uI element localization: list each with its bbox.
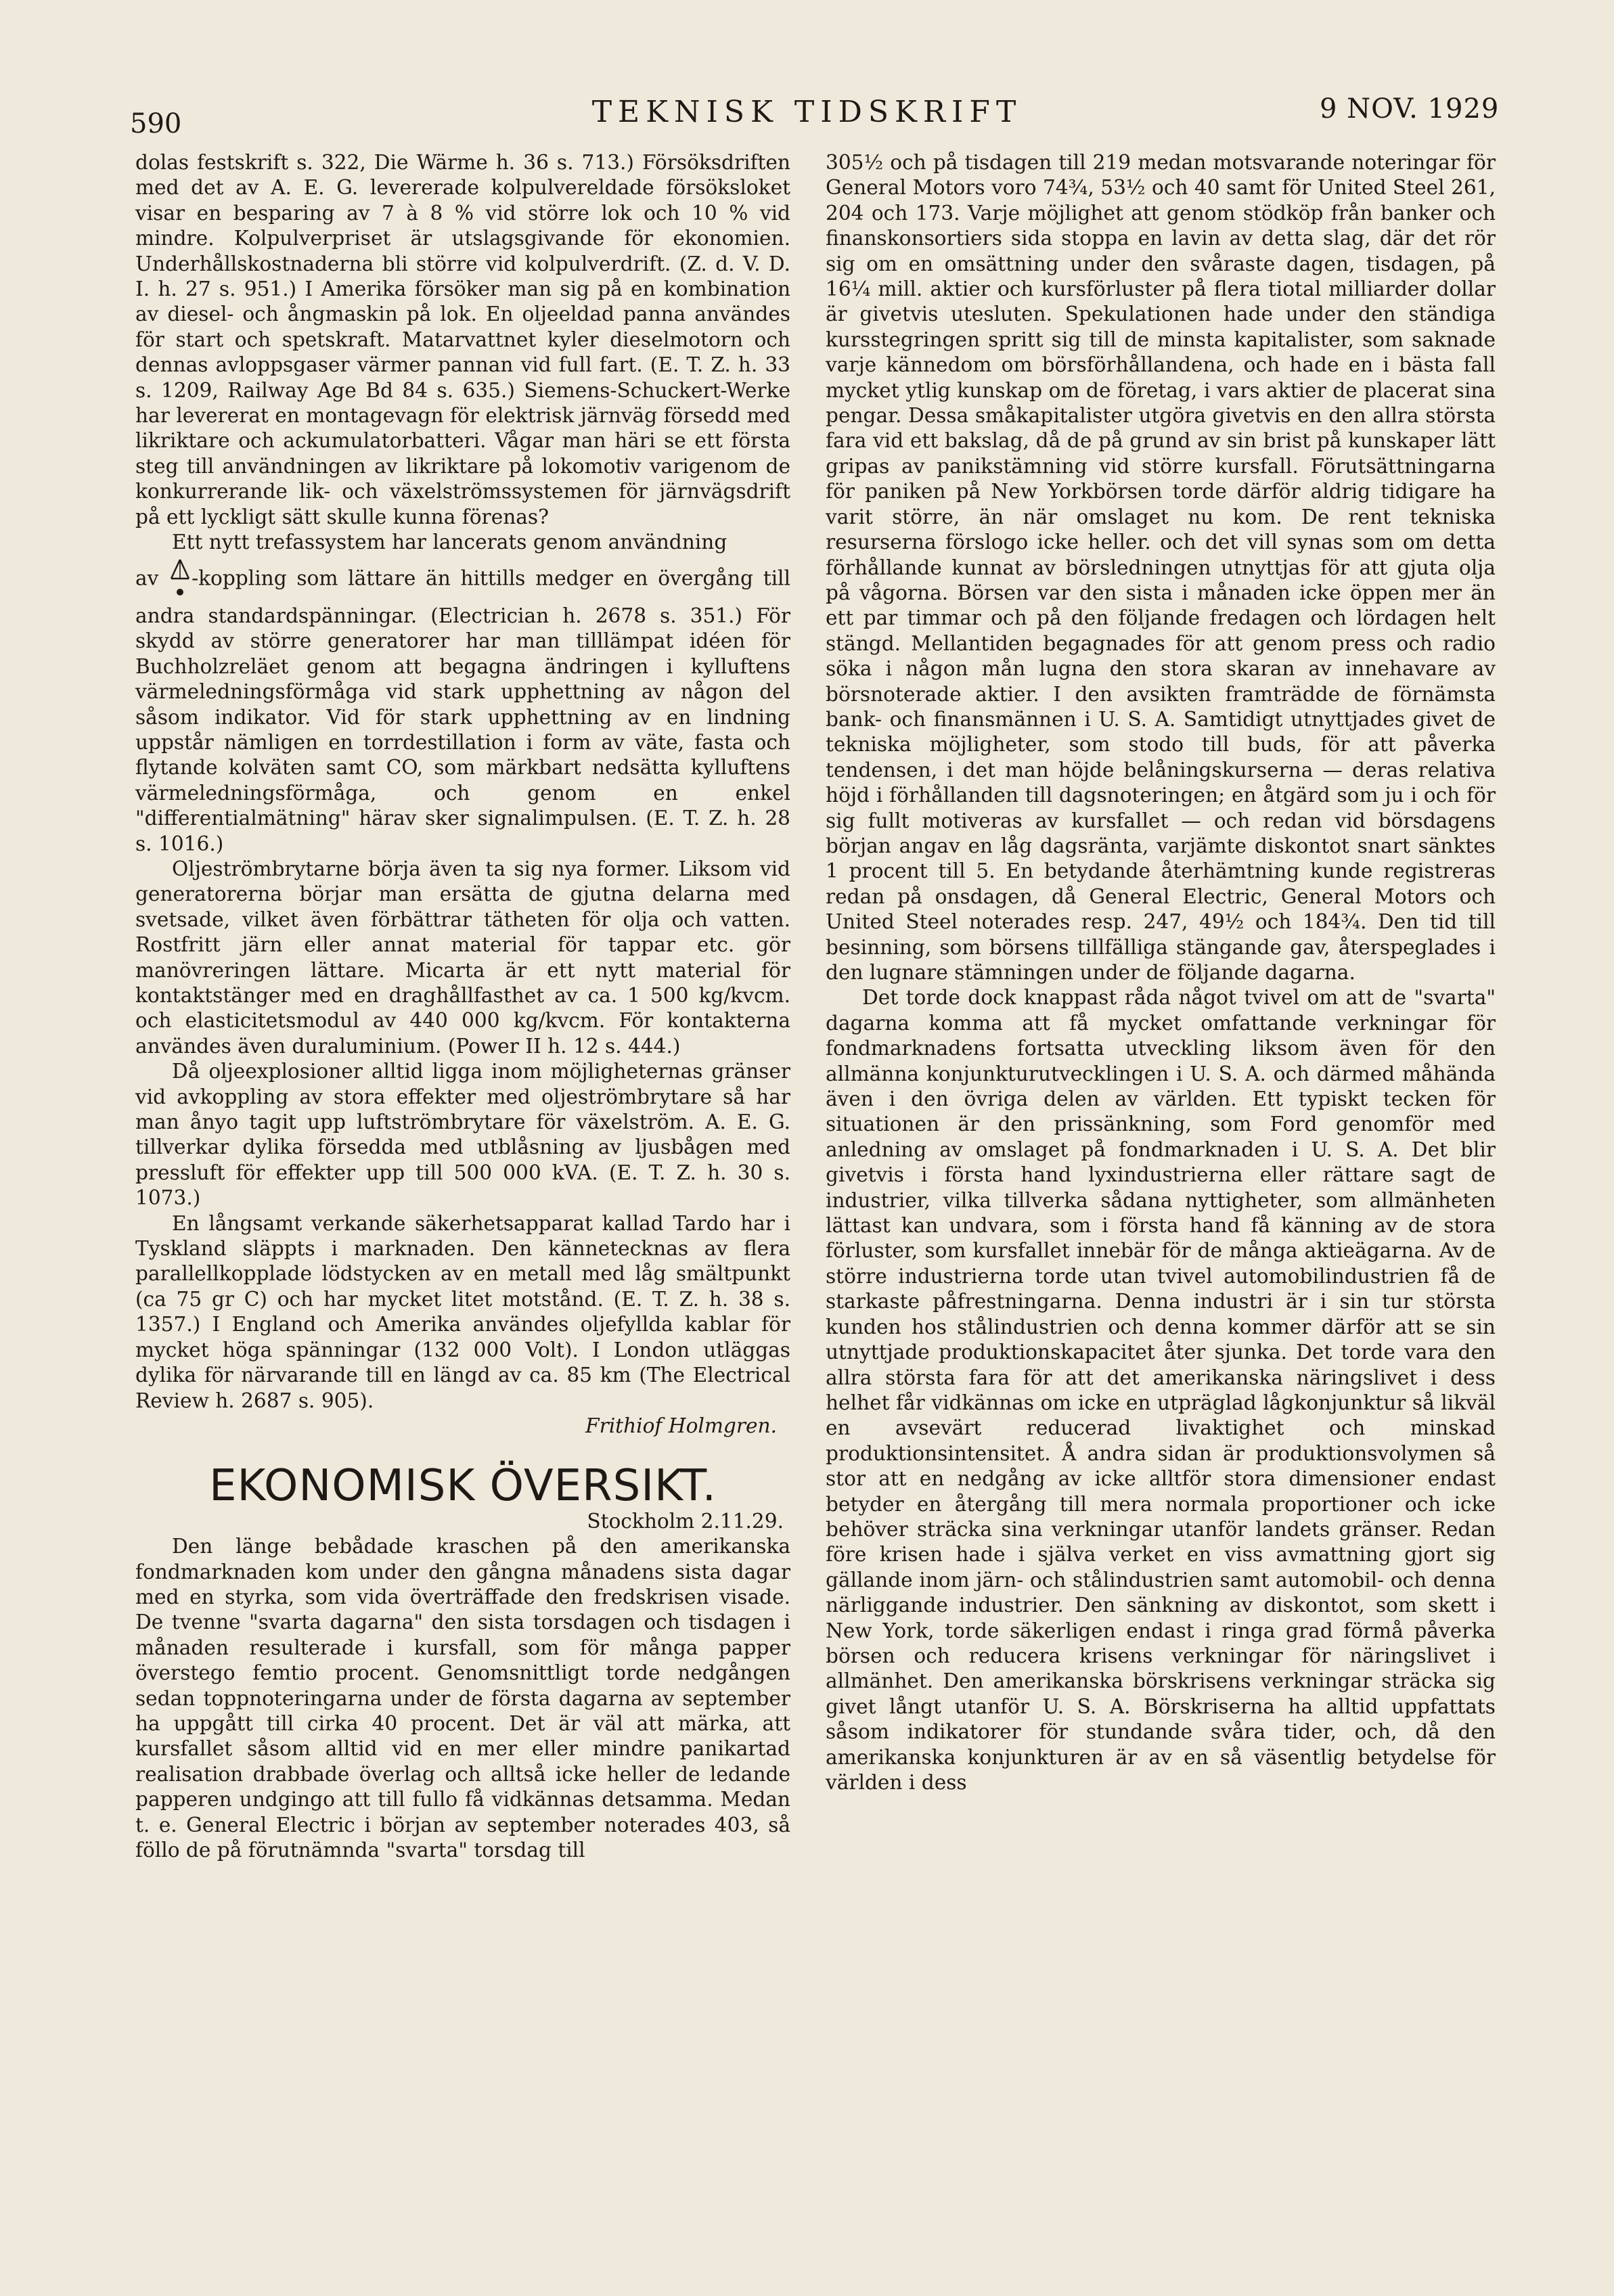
paragraph-krasch: Den länge bebådade kraschen på den amerikanska fondmarknaden kom under den gångna månadens sista dagar med en styrka, som vida överträffade den fredskrisen visade. De tvenne "svarta dagarna" den sista torsdagen och tisdagen i månaden resulterade i kursfall, som för många papper överstego femtio procent. Genomsnittligt torde nedgången sedan toppnoteringarna under de första dagarna av september ha uppgått till cirka 40 procent. Det är väl att märka, att kursfallet såsom alltid vid en mer eller mindre panikartad realisation drabbade överlag och alltså icke heller de ledande papperen undgingo att till fullo få vidkännas detsamma. Medan t. e. General Electric i början av september noterades 403, så föllo de på förutnämnda "svarta" torsdag till (135, 1535, 790, 1862)
paragraph-tardo: En långsamt verkande säkerhetsapparat kallad Tardo har i Tyskland släppts i marknaden. Den kännetecknas av flera parallellkopplade lödstycken av en metall med låg smältpunkt (ca 75 gr C) och har mycket litet motstånd. (E. T. Z. h. 38 s. 1357.) I England och Amerika användes oljefyllda kablar för mycket höga spänningar (132 000 Volt). I London utläggas dylika för närvarande till en längd av ca. 85 km (The Electrical Review h. 2687 s. 905). (135, 1211, 790, 1412)
trefas-av: av (135, 566, 159, 590)
paragraph-oljeexplosioner: Då oljeexplosioner alltid ligga inom möjligheternas gränser vid avkoppling av stora effekter med oljeströmbrytare så har man ånyo tagit upp luftströmbrytare för växelström. A. E. G. tillverkar dylika försedda med utblåsning av ljusbågen med pressluft för effekter upp till 500 000 kVA. (E. T. Z. h. 30 s. 1073.) (135, 1060, 790, 1210)
left-column (135, 150, 790, 1863)
trefas-rest: -koppling som lättare än hittills medger en övergång till andra standardspänningar. (Electrician h. 2678 s. 351.) För skydd av större generatorer har man tilllämpat idéen för Buchholzreläet genom att begagna ändringen i kylluftens värmeledningsförmåga vid stark upphettning av någon del såsom indikator. Vid för stark upphettning av en lindning uppstår nämligen en torrdestillation i form av väte, fasta och flytande kolväten samt CO, som märkbart nedsätta kylluftens värmeledningsförmåga, och genom en enkel "differentialmätning" härav sker signalimpulsen. (E. T. Z. h. 28 s. 1016.) (135, 566, 790, 855)
paragraph-verkningar: Det torde dock knappast råda något tvivel om att de "svarta" dagarna komma att få mycket omfattande verkningar för fondmarknadens fortsatta utveckling liksom även för den allmänna konjunkturutvecklingen i U. S. A. och därmed måhända även i den övriga delen av världen. Ett typiskt tecken för situationen är den prissänkning, som Ford genomför med anledning av omslaget på fondmarknaden i U. S. A. Det blir givetvis i första hand lyxindustrierna eller rättare sagt de industrier, vilka tillverka sådana nyttigheter, som allmänheten lättast kan undvara, som i första hand få känning av de stora förluster, som kursfallet innebär för de många aktieägarna. Av de större industrierna torde utan tvivel automobilindustrien få de starkaste påfrestningarna. Denna industri är i sin tur största kunden hos stålindustrien och denna kommer därför att se sin utnyttjade produktionskapacitet åter sjunka. Det torde vara den allra största fara för att det amerikanska näringslivet i dess helhet får vidkännas om icke en utpräglad lågkonjunktur så likväl en avsevärt reducerad livaktighet och minskad produktionsintensitet. Å andra sidan är produktionsvolymen så stor att en nedgång av icke alltför stora dimensioner endast betyder en återgång till mera normala proportioner och icke behöver sträcka sina verkningar utanför landets gränser. Redan före krisen hade i själva verket en viss avmattning gjort sig gällande inom järn- och stålindustrien samt automobil- och denna närliggande industrier. Den sänkning av diskontot, som skett i New York, torde säkerligen endast i ringa grad förmå påverka börsen och reducera krisens verkningar för näringslivet i allmänhet. Den amerikanska börskrisens verkningar sträcka sig givet långt utanför U. S. A. Börskriserna ha alltid uppfattats såsom indikatorer för stundande svåra tider, och, då den amerikanska konjunkturen är av en så väsentlig betydelse för världen i dess (826, 986, 1496, 1794)
section-title: EKONOMISK ÖVERSIKT. (209, 1461, 717, 1512)
author-signature: Frithiof Holmgren. (585, 1414, 777, 1437)
place-date: Stockholm 2.11.29. (587, 1509, 784, 1533)
journal-title: TEKNISK TIDSKRIFT (591, 95, 1023, 129)
right-column (826, 150, 1496, 1795)
paragraph-oljestrom: Oljeströmbrytarne börja även ta sig nya former. Liksom vid generatorerna börjar man ersätta de gjutna delarna med svetsade, vilket även förbättrar tätheten för olja och vatten. Rostfritt järn eller annat material för tappar etc. gör manövreringen lättare. Micarta är ett nytt material för kontaktstänger med en draghållfasthet av ca. 1 500 kg/kvcm. och elasticitetsmodul av 440 000 kg/kvcm. För kontakterna användes även duraluminium. (Power II h. 12 s. 444.) (135, 857, 790, 1058)
paragraph-intro: dolas festskrift s. 322, Die Wärme h. 36 s. 713.) Försöksdriften med det av A. E. G. levererade kolpulvereldade försöksloket visar en besparing av 7 à 8 % vid större lok och 10 % vid mindre. Kolpulverpriset är utslagsgivande för ekonomien. Underhållskostnaderna bli större vid kolpulverdrift. (Z. d. V. D. I. h. 27 s. 951.) I Amerika försöker man sig på en kombination av diesel- och ångmaskin på lok. En oljeeldad panna användes för start och spetskraft. Matarvattnet kyler dieselmotorn och dennas avloppsgaser värmer pannan vid full fart. (E. T. Z. h. 33 s. 1209, Railway Age Bd 84 s. 635.) Siemens-Schuckert-Werke har levererat en montagevagn för elektrisk järnväg försedd med likriktare och ackumulatorbatteri. Vågar man häri se ett första steg till användningen av likriktare på lokomotiv varigenom de konkurrerande lik- och växelströmssystemen för järnvägsdrift på ett lyckligt sätt skulle kunna förenas? (135, 151, 790, 528)
paragraph-trefas-lead: Ett nytt trefassystem har lancerats genom användning (172, 531, 727, 554)
page-number: 590 (130, 108, 182, 139)
issue-date: 9 NOV. 1929 (1320, 93, 1500, 125)
y-connection-symbol-icon (169, 556, 192, 604)
paragraph-trefas (135, 556, 790, 857)
paragraph-kurser: 305½ och på tisdagen till 219 medan motsvarande noteringar för General Motors voro 74¾, 53½ och 40 samt för United Steel 261, 204 och 173. Varje möjlighet att genom stödköp från banker och finanskonsortiers sida stoppa en lavin av detta slag, där det rör sig om en omsättning under den svåraste dagen, tisdagen, på 16¼ mill. aktier och kursförluster på flera tiotal milliarder dollar är givetvis utesluten. Spekulationen hade under den ständiga kursstegringen spritt sig till de minsta kapitalister, som saknade varje kännedom om börsförhållandena, och hade en i bästa fall mycket ytlig kunskap om de företag, i vars aktier de placerat sina pengar. Dessa småkapitalister utgöra givetvis en den allra största fara vid ett bakslag, då de på grund av sin brist på kunskaper lätt gripas av panikstämning vid större kursfall. Förutsättningarna för paniken på New Yorkbörsen torde därför aldrig tidigare ha varit större, än när omslaget nu kom. De rent tekniska resurserna förslogo icke heller. och det vill synas som om detta förhållande kunnat av börsledningen utnyttjas för att gjuta olja på vågorna. Börsen var den sista i månaden icke öppen mer än ett par timmar och på den följande fredagen och lördagen helt stängd. Mellantiden begagnades för att genom press och radio söka i någon mån lugna den stora skaran av innehavare av börsnoterade aktier. I den avsikten framträdde de förnämsta bank- och finansmännen i U. S. A. Samtidigt utnyttjades givet de tekniska möjligheter, som stodo till buds, för att påverka tendensen, i det man höjde belåningskurserna — deras relativa höjd i förhållanden till dagsnoteringen; en åtgärd som ju i och för sig fullt motiveras av kursfallet — och redan vid börsdagens början angav en låg dagsränta, varjämte diskontot snart sänktes 1 procent till 5. En betydande återhämtning kunde registreras redan på onsdagen, då General Electric, General Motors och United Steel noterades resp. 247, 49½ och 184¾. Den tid till besinning, som börsens tillfälliga stängande gav, återspeglades i den lugnare stämningen under de följande dagarna. (826, 151, 1496, 984)
